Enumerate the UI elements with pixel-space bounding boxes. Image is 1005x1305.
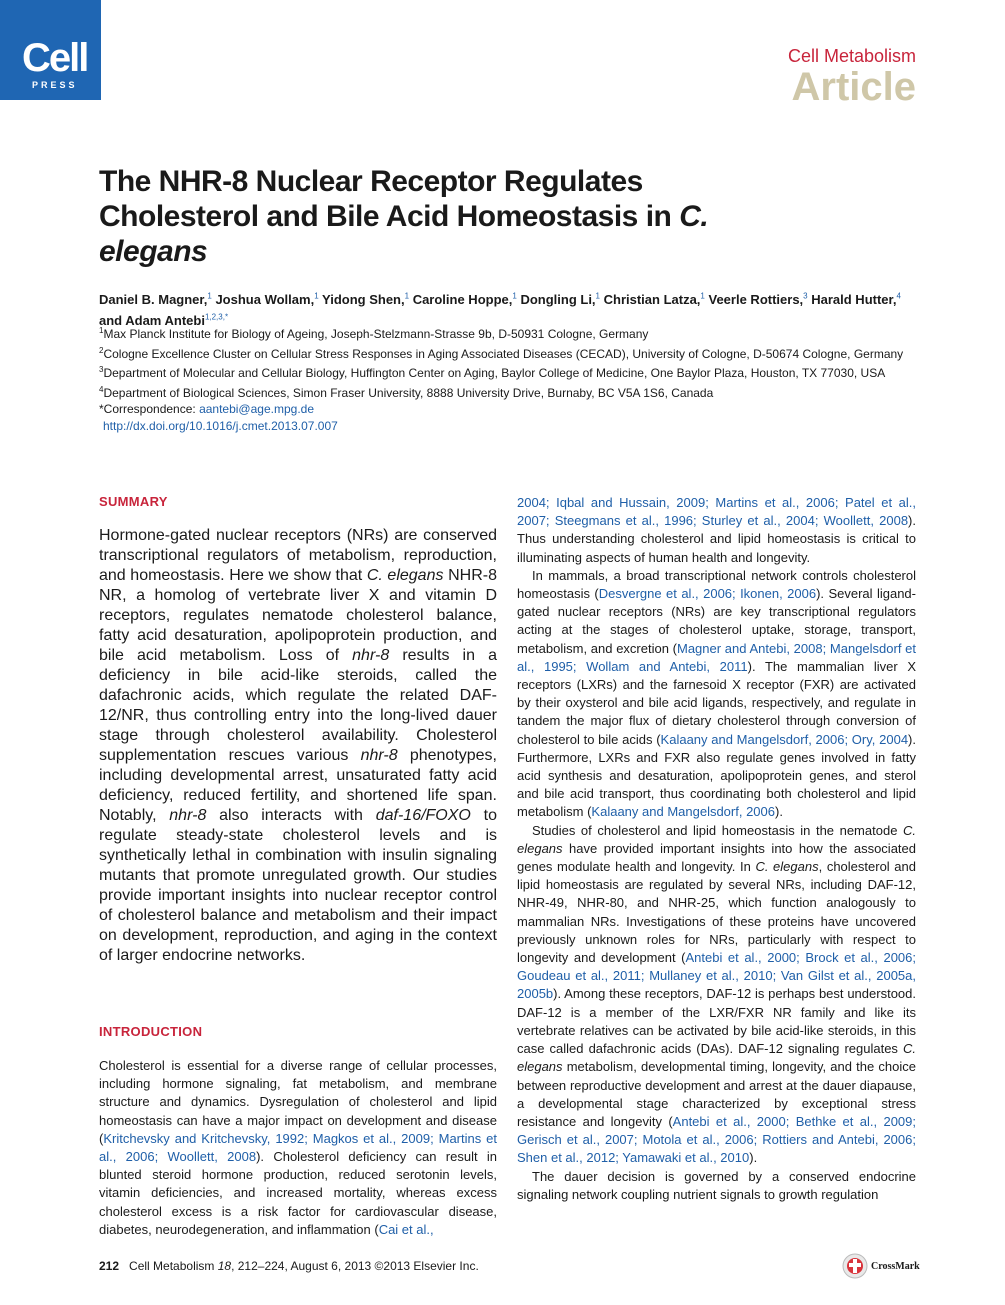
author-affiliation-marker[interactable]: 1 bbox=[700, 292, 705, 301]
italic-term: C. elegans bbox=[517, 1041, 916, 1075]
author-affiliation-marker[interactable]: 3 bbox=[803, 292, 808, 301]
introduction-text: Cholesterol is essential for a diverse range of cellular processes, including hormone signaling, fat metabolism, and membrane structure and dynamics. Dysregulation of cholesterol and lipid homeostasis can have a major impact on development and disease (Kritchevsky and Kritchevsky, 1992; Magkos et al., 2009; Martins et al., 2006; Woollett, 2008). Cholesterol deficiency can result in blunted steroid hormone production, reduced serotonin levels, vitamin deficiencies, and increased mortality, whereas excess cholesterol excess is a risk factor for cardiovascular disease, diabetes, neurodegeneration, and inflammation (Cai et al., bbox=[99, 1058, 498, 1237]
correspondence-email-link[interactable]: aantebi@age.mpg.de bbox=[199, 402, 314, 416]
citation-link[interactable]: Cai et al., bbox=[378, 1221, 434, 1237]
italic-term: nhr-8 bbox=[360, 747, 398, 764]
article-title bbox=[99, 164, 719, 269]
author: Christian Latza,$^1$ bbox=[603, 292, 705, 308]
affiliation: $^4$Department of Biological Sciences, Simon Fraser University, 8888 University Drive, Burnaby, BC V5A 1S6, Canada bbox=[99, 384, 714, 400]
author: Veerle Rottiers,$^3$ bbox=[708, 292, 808, 308]
summary-heading: SUMMARY bbox=[99, 494, 168, 509]
author-affiliation-marker[interactable]: 1 bbox=[207, 292, 212, 301]
crossmark-icon bbox=[842, 1253, 868, 1279]
summary-section bbox=[99, 494, 497, 966]
author: Daniel B. Magner,$^1$ bbox=[99, 292, 212, 308]
crossmark-badge[interactable] bbox=[842, 1253, 920, 1279]
citation-link[interactable]: Kalaany and Mangelsdorf, 2006; Ory, 2004 bbox=[660, 731, 909, 747]
author-affiliation-marker[interactable]: 1 bbox=[595, 292, 600, 301]
italic-term: 18 bbox=[217, 1259, 232, 1273]
author-affiliation-marker[interactable]: 1,2,3,* bbox=[204, 312, 229, 322]
page-footer bbox=[99, 1259, 479, 1273]
correspondence-label: *Correspondence: bbox=[99, 402, 200, 416]
citation-link[interactable]: Antebi et al., 2000; Bethke et al., 2009; Gerisch et al., 2007; Motola et al., 2006; Rottiers and Antebi, 2006; Shen et al., 2012; Yamawaki et al., 2010 bbox=[517, 1113, 916, 1166]
paragraph: 2004; Iqbal and Hussain, 2009; Martins et al., 2006; Patel et al., 2007; Steegmans et al., 1996; Sturley et al., 2004; Woollett, 2008). Thus understanding cholesterol and lipid homeostasis is critical to illuminating aspects of human health and longevity. bbox=[517, 495, 916, 565]
author: Harald Hutter,$^4$ bbox=[811, 292, 901, 308]
article-type: Article bbox=[791, 65, 916, 109]
italic-term: nhr-8 bbox=[352, 647, 390, 664]
logo-text: Cell bbox=[22, 36, 88, 80]
affiliation: $^2$Cologne Excellence Cluster on Cellular Stress Responses in Aging Associated Diseases (CECAD), University of Cologne, D-50674 Cologne, Germany bbox=[99, 345, 904, 361]
logo-subtext: PRESS bbox=[32, 80, 78, 90]
author-affiliation-marker[interactable]: 4 bbox=[896, 292, 901, 301]
page-number: 212 bbox=[99, 1259, 120, 1273]
author: Dongling Li,$^1$ bbox=[520, 292, 600, 308]
author-affiliation-marker[interactable]: 1 bbox=[314, 292, 319, 301]
citation-link[interactable]: Kalaany and Mangelsdorf, 2006 bbox=[591, 804, 775, 820]
title-species: C. elegans bbox=[99, 200, 709, 268]
citation: Cell Metabolism 18, 212–224, August 6, 2013 ©2013 Elsevier Inc. bbox=[129, 1259, 479, 1273]
citation-link[interactable]: Antebi et al., 2000; Brock et al., 2006; Goudeau et al., 2011; Mullaney et al., 2010; Van Gilst et al., 2005a, 2005b bbox=[517, 950, 916, 1002]
right-column-text bbox=[517, 494, 916, 1204]
paragraph: Studies of cholesterol and lipid homeostasis in the nematode C. elegans have provided important insights into how the associated genes modulate health and longevity. In C. elegans, cholesterol and lipid homeostasis are regulated by several NRs, including DAF-12, NHR-49, NHR-80, and NHR-25, which function analogously to mammalian NRs. Investigations of these proteins have uncovered previously unknown roles for NRs, particularly with respect to longevity and development (Antebi et al., 2000; Brock et al., 2006; Goudeau et al., 2011; Mullaney et al., 2010; Van Gilst et al., 2005a, 2005b). Among these receptors, DAF-12 is perhaps best understood. DAF-12 is a member of the LXR/FXR NR family and like its vertebrate relatives can be activated by bile acid-like steroids, in this case called dafachronic acids (DAs). DAF-12 signaling regulates C. elegans metabolism, developmental timing, longevity, and the choice between reproductive development and arrest at the dauer diapause, a developmental stage characterized by exceptional stress resistance and longevity (Antebi et al., 2000; Bethke et al., 2009; Gerisch et al., 2007; Motola et al., 2006; Rottiers and Antebi, 2006; Shen et al., 2012; Yamawaki et al., 2010). bbox=[517, 822, 916, 1166]
paragraph: In mammals, a broad transcriptional network controls cholesterol homeostasis (Desvergne et al., 2006; Ikonen, 2006). Several ligand-gated nuclear receptors (NRs) are key transcriptional regulators acting at the stages of cholesterol uptake, storage, transport, metabolism, and excretion (Magner and Antebi, 2008; Mangelsdorf et al., 1995; Wollam and Antebi, 2011). The mammalian liver X receptors (LXRs) and the farnesoid X receptor (FXR) are activated by their oxysterol and bile acid ligands, respectively, and regulate in tandem the major flux of dietary cholesterol through conversion of cholesterol to bile acids (Kalaany and Mangelsdorf, 2006; Ory, 2004). Furthermore, LXRs and FXR also regulate genes involved in fatty acid synthesis and desaturation, apolipoprotein genes, and sterol and bile acid transport, thus coordinating both cholesterol and lipid metabolism (Kalaany and Mangelsdorf, 2006). bbox=[517, 567, 917, 820]
affiliations bbox=[99, 323, 919, 434]
author-affiliation-marker[interactable]: 1 bbox=[512, 292, 517, 301]
italic-term: C. elegans bbox=[366, 567, 444, 584]
crossmark-label: CrossMark bbox=[871, 1260, 920, 1272]
citation-link[interactable]: 2004; Iqbal and Hussain, 2009; Martins et al., 2006; Patel et al., 2007; Steegmans et al., 1996; Sturley et al., 2004; Woollett, 2008 bbox=[517, 495, 916, 529]
author: Joshua Wollam,$^1$ bbox=[215, 292, 319, 308]
affiliation: $^3$Department of Molecular and Cellular Biology, Huffington Center on Aging, Baylor College of Medicine, One Baylor Plaza, Houston, TX 77030, USA bbox=[99, 365, 886, 380]
author: Caroline Hoppe,$^1$ bbox=[412, 292, 517, 308]
author: Yidong Shen,$^1$ bbox=[322, 292, 410, 308]
correspondence bbox=[99, 401, 919, 418]
italic-term: nhr-8 bbox=[169, 807, 207, 824]
affiliation: $^1$Max Planck Institute for Biology of Ageing, Joseph-Stelzmann-Strasse 9b, D-50931 Cologne, Germany bbox=[99, 326, 649, 341]
citation-link[interactable]: Magner and Antebi, 2008; Mangelsdorf et al., 1995; Wollam and Antebi, 2011 bbox=[517, 640, 917, 674]
citation-link[interactable]: Kritchevsky and Kritchevsky, 1992; Magkos et al., 2009; Martins et al., 2006; Woollett, 2008 bbox=[99, 1130, 497, 1165]
citation-link[interactable]: Desvergne et al., 2006; Ikonen, 2006 bbox=[598, 586, 817, 602]
author-affiliation-marker[interactable]: 1 bbox=[404, 292, 410, 301]
doi-link[interactable]: http://dx.doi.org/10.1016/j.cmet.2013.07.007 bbox=[103, 418, 338, 433]
title-main: The NHR-8 Nuclear Receptor Regulates Cholesterol and Bile Acid Homeostasis in bbox=[99, 165, 680, 233]
italic-term: C. elegans bbox=[755, 859, 819, 875]
introduction-heading: INTRODUCTION bbox=[99, 1024, 203, 1039]
summary-text: Hormone-gated nuclear receptors (NRs) are conserved transcriptional regulators of metabolism, reproduction, and homeostasis. Here we show that C. elegans NHR-8 NR, a homolog of vertebrate liver X and vitamin D receptors, regulates nematode cholesterol balance, fatty acid desaturation, apolipoprotein production, and bile acid metabolism. Loss of nhr-8 results in a deficiency in bile acid-like steroids, called the dafachronic acids, which regulate the related DAF-12/NR, thus controlling entry into the long-lived dauer stage through cholesterol availability. Cholesterol supplementation rescues various nhr-8 phenotypes, including developmental arrest, unsaturated fatty acid deficiency, reduced fertility, and shortened life span. Notably, nhr-8 also interacts with daf-16/FOXO to regulate steady-state cholesterol levels and is synthetically lethal in combination with insulin signaling mutants that promote unregulated growth. Our studies provide important insights into nuclear receptor control of cholesterol balance and metabolism and their impact on development, reproduction, and aging in the context of larger endocrine networks. bbox=[99, 527, 498, 964]
introduction-section bbox=[99, 1024, 497, 1239]
cell-press-logo bbox=[0, 0, 101, 100]
italic-term: C. elegans bbox=[517, 822, 916, 856]
author: and Adam Antebi$^{1,2,3,*}$ bbox=[99, 312, 229, 328]
italic-term: daf-16/FOXO bbox=[375, 807, 471, 824]
paragraph: The dauer decision is governed by a conserved endocrine signaling network coupling nutrient signals to growth regulation bbox=[517, 1168, 916, 1202]
journal-name: Cell Metabolism bbox=[787, 46, 916, 66]
